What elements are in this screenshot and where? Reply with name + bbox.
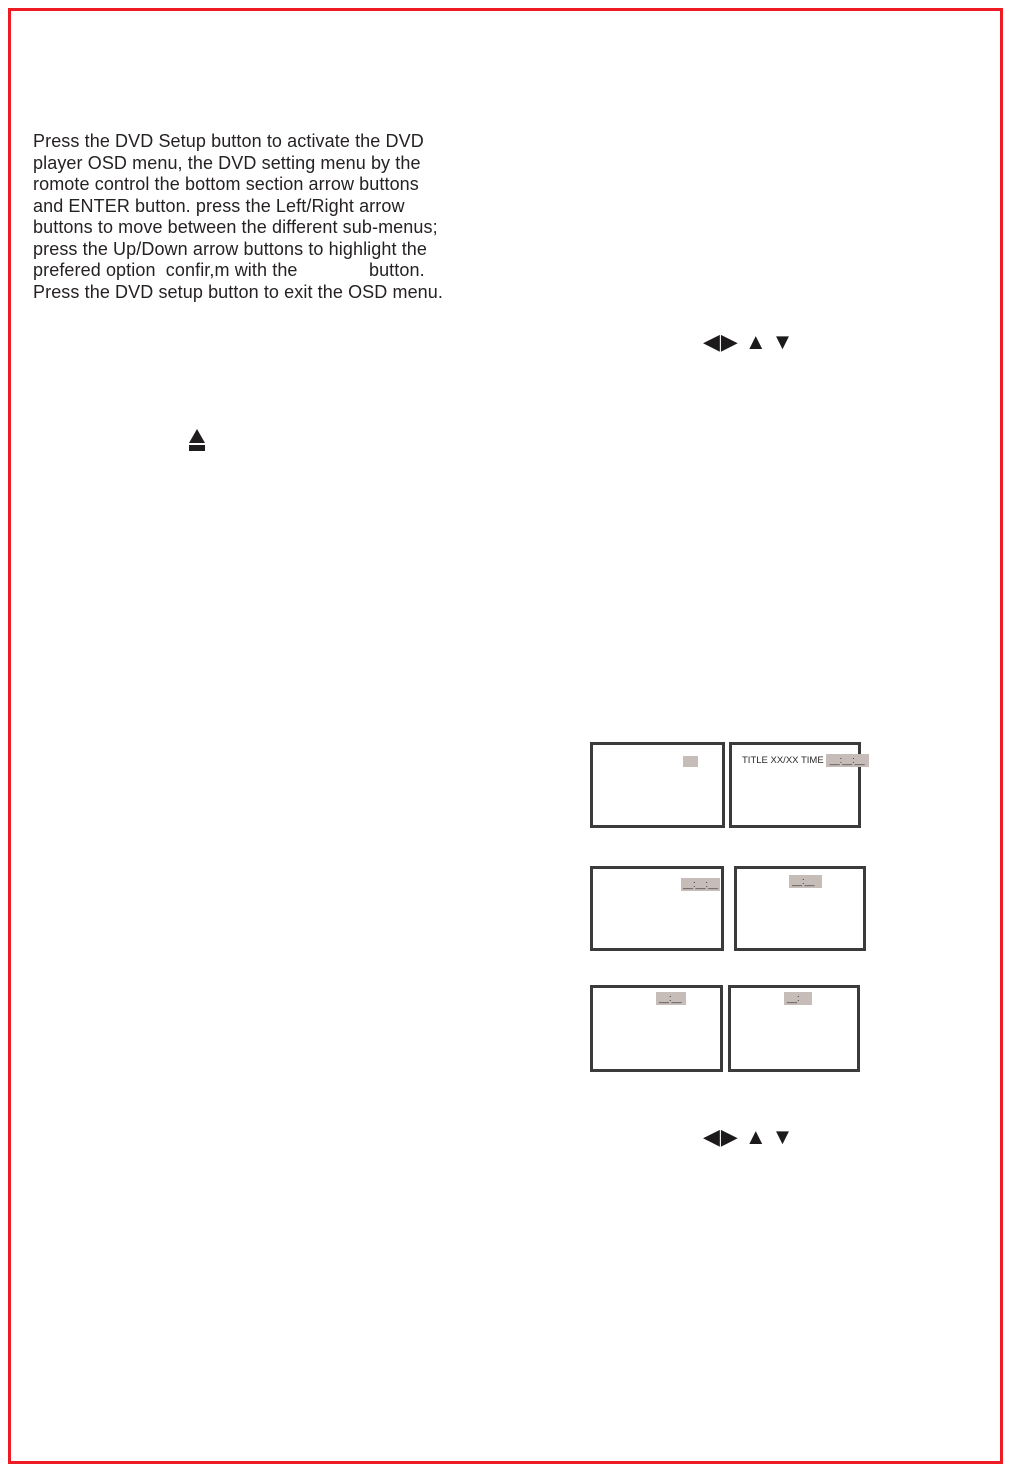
- title-time-label: TITLE XX/XX TIME: [742, 755, 824, 766]
- osd-screen-5: [590, 985, 723, 1072]
- eject-icon: [189, 429, 205, 451]
- up-arrow-icon: ▲: [744, 329, 767, 354]
- intro-line-5: buttons to move between the different sub-menus;: [33, 217, 438, 237]
- osd-screen-6-time-highlight: __:: [784, 992, 812, 1005]
- osd-screen-5-time-highlight: __:__: [656, 992, 686, 1005]
- intro-line-8: Press the DVD setup button to exit the OSD menu.: [33, 281, 444, 302]
- down-arrow-icon: ▼: [771, 1124, 794, 1149]
- intro-line-1: Press the DVD Setup button to activate the DVD: [33, 131, 424, 151]
- left-arrow-icon: ◀: [703, 329, 720, 354]
- navigation-arrows-top: [703, 331, 793, 353]
- osd-screen-3: [590, 866, 724, 951]
- eject-icon-bar: [189, 445, 205, 451]
- osd-screen-3-time-highlight: __:__:__: [682, 879, 718, 889]
- navigation-arrows-bottom: [703, 1126, 793, 1148]
- osd-screen-6: [728, 985, 860, 1072]
- intro-paragraph: [33, 131, 473, 303]
- down-arrow-icon: ▼: [771, 329, 794, 354]
- intro-line-4: and ENTER button. press the Left/Right arrow: [33, 195, 405, 216]
- up-arrow-icon: ▲: [744, 1124, 767, 1149]
- right-arrow-icon: ▶: [720, 1124, 738, 1149]
- intro-line-2: player OSD menu, the DVD setting menu by the: [33, 152, 421, 173]
- intro-line-7: prefered option confir,m with the button.: [33, 260, 425, 280]
- osd-screen-4: [734, 866, 866, 951]
- intro-line-6: press the Up/Down arrow buttons to highlight the: [33, 238, 428, 259]
- eject-icon-triangle: [189, 429, 205, 443]
- right-arrow-icon: ▶: [720, 329, 738, 354]
- osd-screen-1: [590, 742, 725, 828]
- intro-line-3: romote control the bottom section arrow buttons: [33, 174, 419, 194]
- osd-screen-2-line: [742, 754, 869, 767]
- osd-screen-4-time-highlight: __:__: [789, 875, 822, 888]
- time-entry-highlight: __:__:__: [826, 754, 869, 767]
- osd-screen-2-title-time: [729, 742, 865, 828]
- left-arrow-icon: ◀: [703, 1124, 720, 1149]
- osd-screen-1-highlight-rect: [683, 756, 698, 767]
